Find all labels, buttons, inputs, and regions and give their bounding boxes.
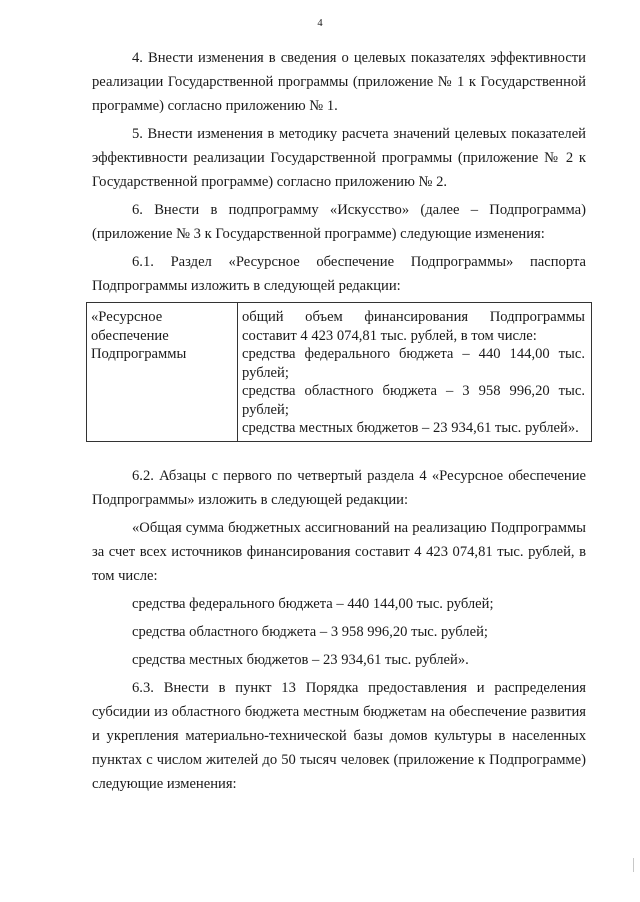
table-heading-line: Подпрограммы (91, 346, 187, 362)
paragraph-4: 4. Внести изменения в сведения о целевых показателях эффективности реализации Государственной программы (приложение № 1 к Государственной программе) согласно приложению № 1. (92, 50, 586, 114)
resource-table (86, 302, 592, 442)
table-heading-line: обеспечение (91, 327, 169, 344)
table-cell-heading (87, 303, 238, 442)
table-value-line: общий объем финансирования Подпрограммы составит 4 423 074,81 тыс. рублей, в том числе: (242, 309, 585, 344)
table-value-line: средства областного бюджета – 3 958 996,20 тыс. рублей; (242, 383, 585, 418)
document-body (92, 46, 586, 800)
table-row (87, 303, 592, 442)
paragraph-6-2: 6.2. Абзацы с первого по четвертый раздела 4 «Ресурсное обеспечение Подпрограммы» изложить в следующей редакции: (92, 467, 586, 508)
table-value-line: средства местных бюджетов – 23 934,61 тыс. рублей». (242, 420, 579, 436)
table-cell-values (238, 303, 592, 442)
paragraph-6-1: 6.1. Раздел «Ресурсное обеспечение Подпрограммы» паспорта Подпрограммы изложить в следующей редакции: (92, 254, 586, 294)
table-heading-line: «Ресурсное (91, 309, 163, 325)
paragraph-6: 6. Внести в подпрограмму «Искусство» (далее – Подпрограмма) (приложение № 3 к Государственной программе) следующие изменения: (92, 202, 586, 242)
federal-budget-line: средства федерального бюджета – 440 144,00 тыс. рублей; (132, 595, 494, 612)
quote-paragraph: «Общая сумма бюджетных ассигнований на реализацию Подпрограммы за счет всех источников финансирования составит 4 423 074,81 тыс. рублей, в том числе: (92, 519, 586, 584)
paragraph-5: 5. Внести изменения в методику расчета значений целевых показателей эффективности реализации Государственной программы (приложение № 2 к Государственной программе) согласно приложению № 2. (92, 126, 586, 190)
paragraph-6-3: 6.3. Внести в пункт 13 Порядка предоставления и распределения субсидии из областного бюджета местным бюджетам на обеспечение развития и укрепления материально-технической базы домов культуры в населенных пунктах с числом жителей до 50 тысяч человек (приложение к Подпрограмме) следующие изменения: (92, 679, 586, 792)
table-value-line: средства федерального бюджета – 440 144,00 тыс. рублей; (242, 346, 585, 381)
local-budget-line: средства местных бюджетов – 23 934,61 тыс. рублей». (132, 651, 469, 668)
spacer (92, 442, 586, 464)
scan-margin-mark (633, 858, 634, 872)
page-number: 4 (317, 18, 323, 29)
regional-budget-line: средства областного бюджета – 3 958 996,20 тыс. рублей; (132, 623, 488, 640)
